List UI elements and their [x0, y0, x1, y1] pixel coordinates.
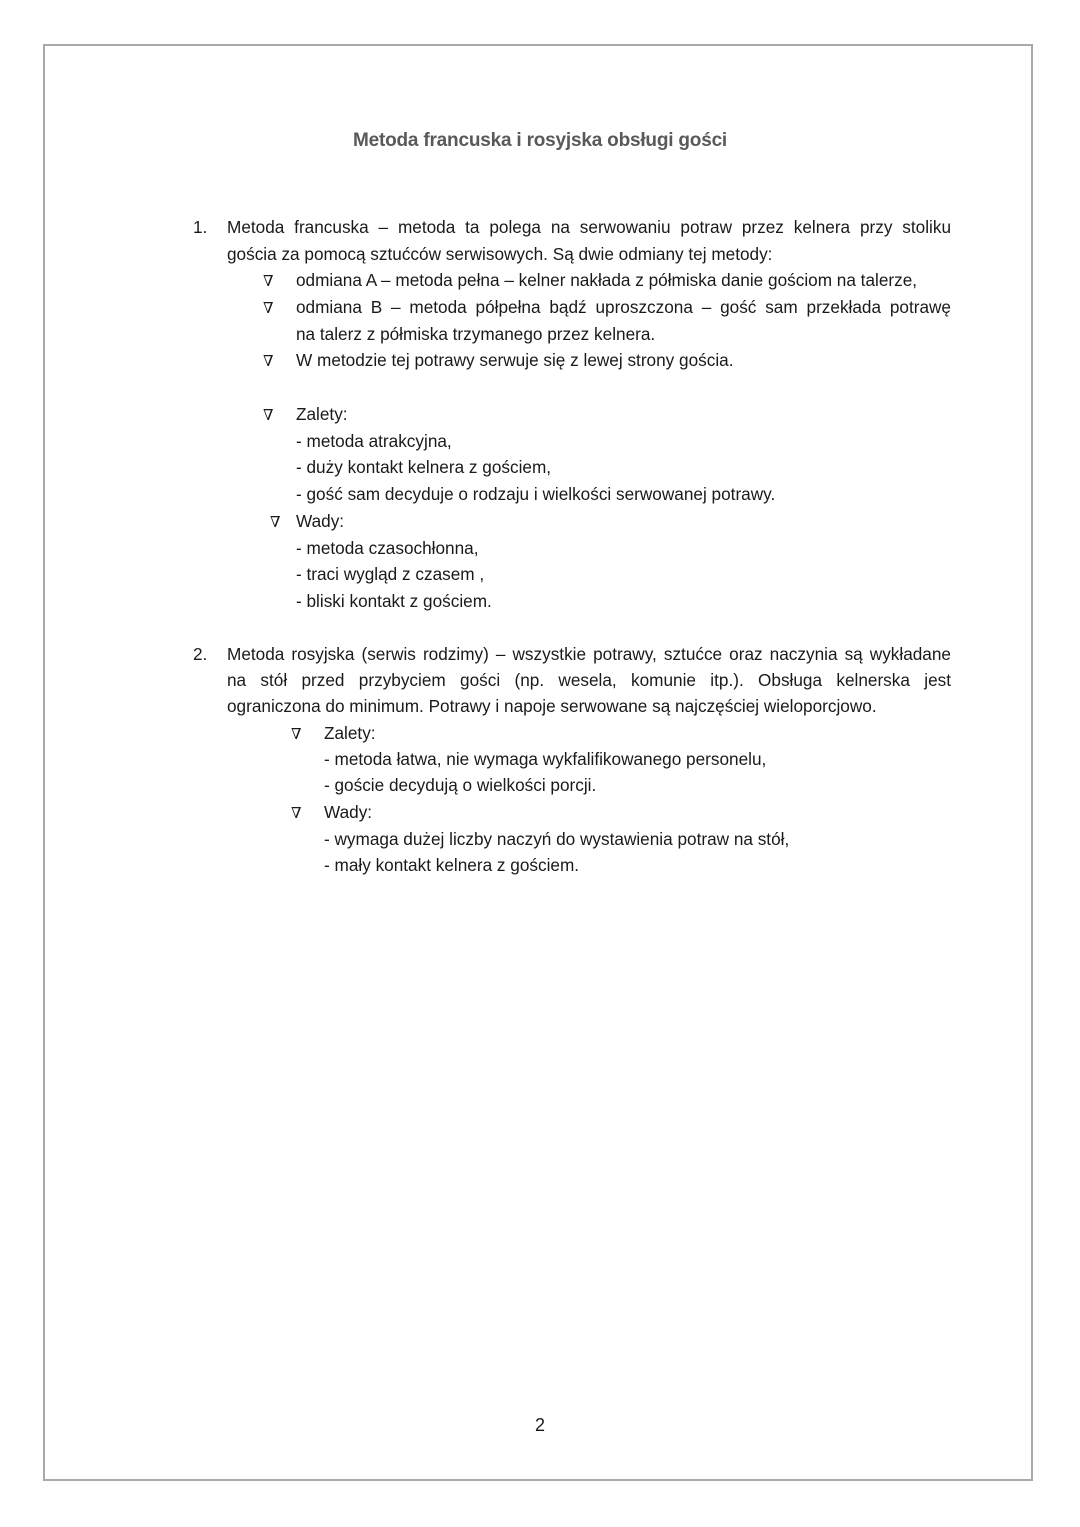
section-1-advantage-item: - metoda atrakcyjna, — [296, 431, 452, 451]
section-2-line-2: na stół przed przybyciem gości (np. wesela, komunie itp.). Obsługa kelnerska jest — [227, 670, 951, 690]
section-1-disadvantage-item: - metoda czasochłonna, — [296, 538, 479, 558]
section-2-disadvantage-item: - wymaga dużej liczby naczyń do wystawienia potraw na stół, — [324, 829, 790, 849]
bullet-triangle-icon: ∇ — [263, 352, 274, 370]
section-1-number: 1. — [193, 217, 208, 237]
section-2-advantage-item: - goście decydują o wielkości porcji. — [324, 775, 597, 795]
section-1-disadvantage-item: - traci wygląd z czasem , — [296, 564, 485, 584]
section-2-advantages-label: Zalety: — [324, 723, 376, 743]
bullet-triangle-icon: ∇ — [263, 406, 274, 424]
bullet-triangle-icon: ∇ — [263, 272, 274, 290]
bullet-triangle-icon: ∇ — [270, 513, 281, 531]
section-1-bullet-2-line-2: na talerz z półmiska trzymanego przez kelnera. — [296, 324, 656, 344]
section-1-bullet-3: W metodzie tej potrawy serwuje się z lewej strony gościa. — [296, 350, 734, 370]
section-1-line-1: Metoda francuska – metoda ta polega na serwowaniu potraw przez kelnera przy stoliku — [227, 217, 951, 237]
section-2-line-1: Metoda rosyjska (serwis rodzimy) – wszystkie potrawy, sztućce oraz naczynia są wykładane — [227, 644, 951, 664]
bullet-triangle-icon: ∇ — [291, 725, 302, 743]
section-1-bullet-2-line-1: odmiana B – metoda półpełna bądź uproszczona – gość sam przekłada potrawę — [296, 297, 951, 317]
section-1-disadvantages-label: Wady: — [296, 511, 345, 531]
section-2-disadvantages-label: Wady: — [324, 802, 373, 822]
section-2-advantage-item: - metoda łatwa, nie wymaga wykfalifikowanego personelu, — [324, 749, 767, 769]
section-2-line-3: ograniczona do minimum. Potrawy i napoje serwowane są najczęściej wieloporcjowo. — [227, 696, 877, 716]
document-title: Metoda francuska i rosyjska obsługi gości — [352, 130, 728, 151]
section-1-bullet-1: odmiana A – metoda pełna – kelner nakłada z półmiska danie gościom na talerze, — [296, 270, 918, 290]
bullet-triangle-icon: ∇ — [291, 804, 302, 822]
section-1-advantages-label: Zalety: — [296, 404, 348, 424]
section-2-number: 2. — [193, 644, 208, 664]
section-2-disadvantage-item: - mały kontakt kelnera z gościem. — [324, 855, 580, 875]
section-1-disadvantage-item: - bliski kontakt z gościem. — [296, 591, 492, 611]
page-number: 2 — [534, 1415, 545, 1435]
section-1-advantage-item: - duży kontakt kelnera z gościem, — [296, 457, 552, 477]
section-1-advantage-item: - gość sam decyduje o rodzaju i wielkości serwowanej potrawy. — [296, 484, 776, 504]
section-1-line-2: gościa za pomocą sztućców serwisowych. Są dwie odmiany tej metody: — [227, 244, 773, 264]
bullet-triangle-icon: ∇ — [263, 299, 274, 317]
